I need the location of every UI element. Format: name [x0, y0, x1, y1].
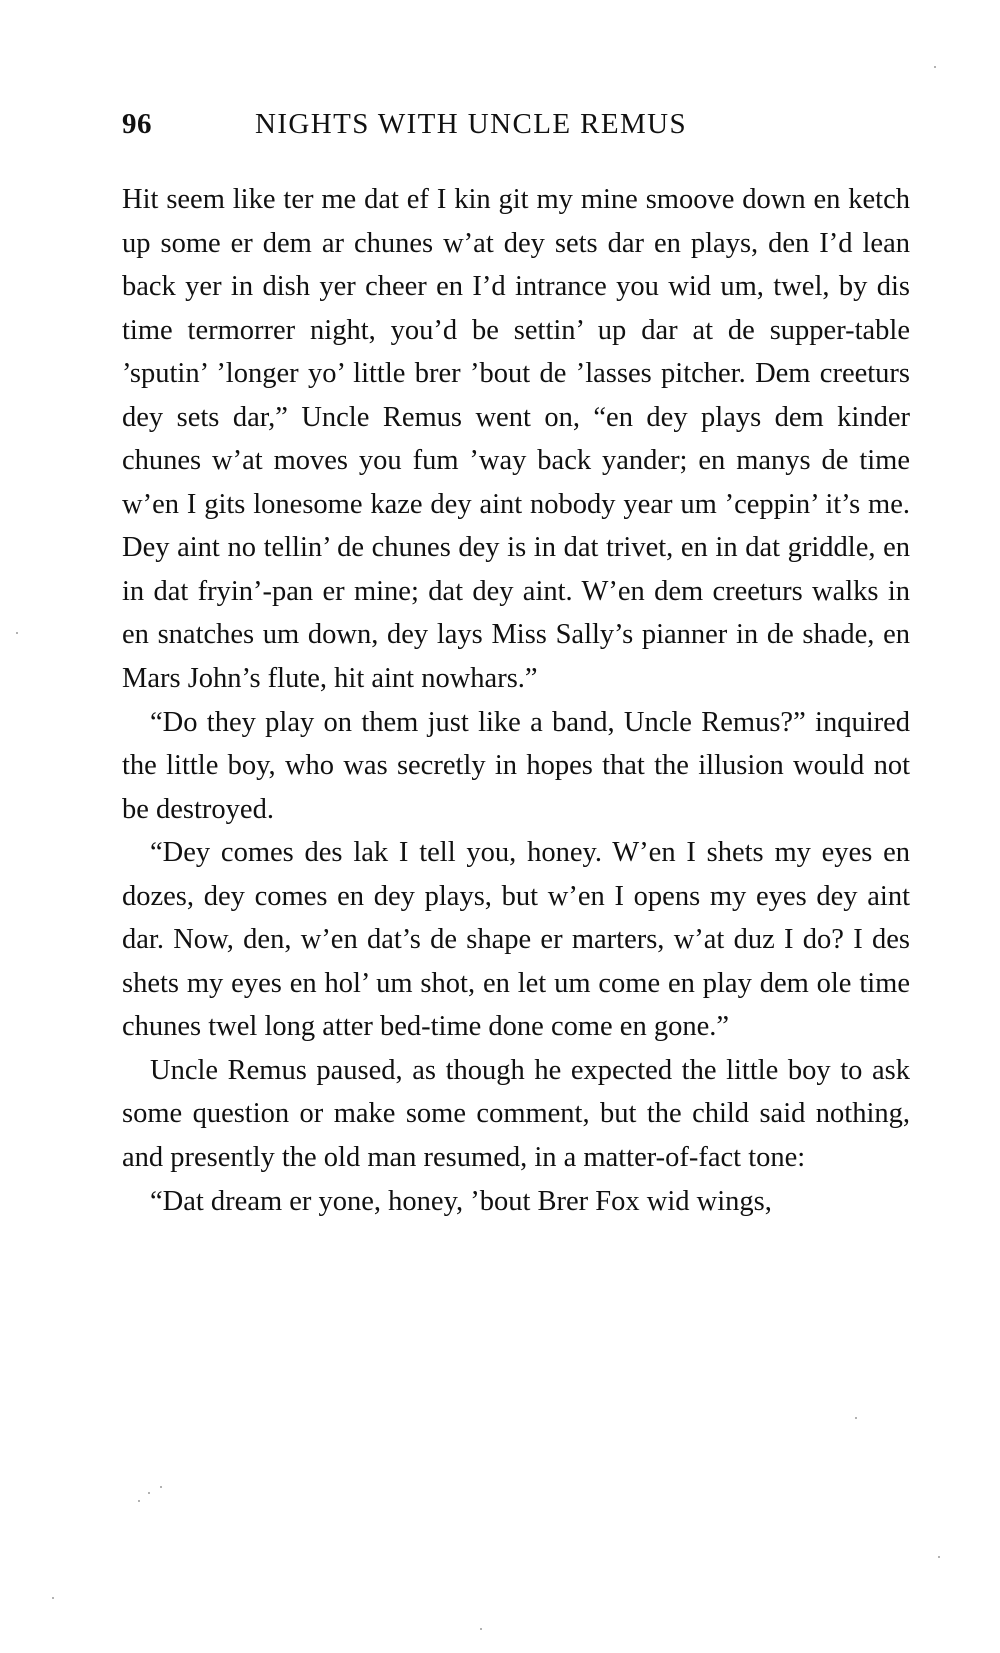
page-number: 96: [122, 108, 152, 140]
paper-speck: [480, 1628, 482, 1630]
paper-speck: [160, 1486, 162, 1488]
paper-speck: [934, 66, 936, 68]
paper-speck: [855, 1417, 857, 1419]
book-title: NIGHTS WITH UNCLE REMUS: [255, 108, 688, 140]
paper-speck: [16, 632, 18, 634]
paragraph: “Dey comes des lak I tell you, honey. W’en I shets my eyes en dozes, dey comes en dey plays, but w’en I opens my eyes dey aint dar. Now, den, w’en dat’s de shape er marters, w’at duz I do? I des shets my eyes en hol’ um shot, en let um come en play dem ole time chunes twel long atter bed-time done come en gone.”: [122, 837, 910, 1043]
running-head: [122, 108, 912, 144]
paragraph: Uncle Remus paused, as though he expected the little boy to ask some question or make some comment, but the child said nothing, and presently the old man resumed, in a matter-of-fact tone:: [122, 1054, 910, 1174]
paper-speck: [148, 1492, 150, 1494]
paper-speck: [52, 1597, 54, 1599]
paper-speck: [138, 1500, 140, 1502]
paragraph-last-line: “Dat dream er yone, honey, ’bout Brer Fox wid wings,: [150, 1185, 772, 1217]
paragraph-continued: Hit seem like ter me dat ef I kin git my mine smoove down en ketch up some er dem ar chunes w’at dey sets dar en plays, den I’d lean back yer in dish yer cheer en I’d intrance you wid um, twel, by dis time termorrer night, you’d be settin’ up dar at de supper-table ’sputin’ ’longer yo’ little brer ’bout de ’lasses pitcher. Dem creeturs dey sets dar,” Uncle Remus went on, “en dey plays dem kinder chunes w’at moves you fum ’way back yander; en manys de time w’en I gits lonesome kaze dey aint nobody year um ’ceppin’ it’s me. Dey aint no tellin’ de chunes dey is in dat trivet, en in dat griddle, en in dat fryin’-pan er mine; dat dey aint. W’en dem creeturs walks in en snatches um down, dey lays Miss Sally’s pianner in de shade, en Mars John’s flute, hit aint nowhars.”: [122, 184, 910, 695]
paragraph: “Do they play on them just like a band, Uncle Remus?” inquired the little boy, who was secretly in hopes that the illusion would not be destroyed.: [122, 706, 910, 825]
body-text: [122, 178, 910, 1223]
paper-speck: [938, 1556, 940, 1558]
